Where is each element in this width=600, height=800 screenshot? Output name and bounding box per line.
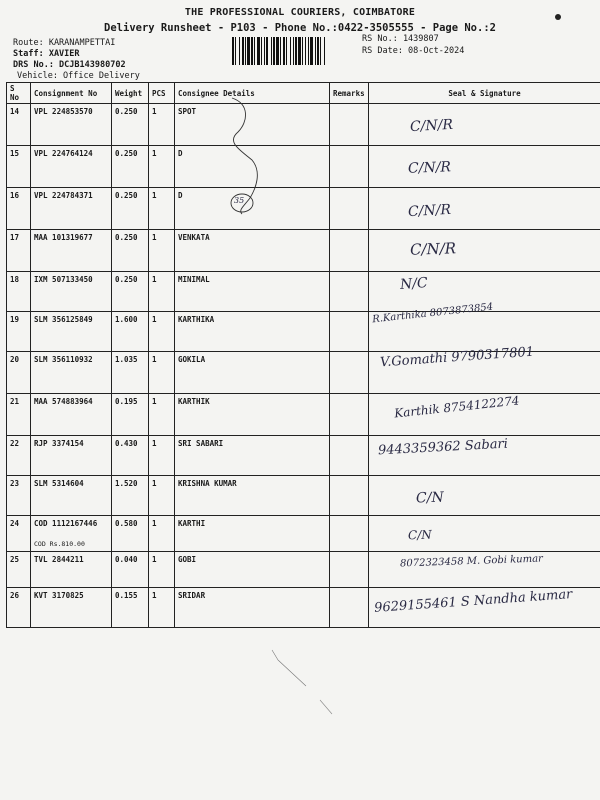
row-weight-text: 0.250 bbox=[115, 275, 138, 284]
row-consignee-text: D bbox=[178, 149, 183, 158]
row-weight-text: 0.195 bbox=[115, 397, 138, 406]
row-pcs-text: 1 bbox=[152, 355, 157, 364]
row-sno-text: 20 bbox=[10, 355, 20, 364]
row-pcs-text: 1 bbox=[152, 479, 157, 488]
row-weight-text: 1.035 bbox=[115, 355, 138, 364]
row-sno-text: 21 bbox=[10, 397, 20, 406]
handwritten-signature: C/N/R bbox=[409, 239, 457, 259]
handwritten-signature: 8072323458 M. Gobi kumar bbox=[399, 553, 544, 570]
circled-number: 35 bbox=[234, 196, 245, 205]
row-pcs-text: 1 bbox=[152, 233, 157, 242]
row-consignee-text: SRI SABARI bbox=[178, 439, 224, 448]
row-weight-text: 1.520 bbox=[115, 479, 138, 488]
row-weight-text: 0.580 bbox=[115, 519, 138, 528]
row-consignee-text: KARTHI bbox=[178, 519, 206, 528]
row-sno-text: 15 bbox=[10, 149, 20, 158]
row-weight-text: 1.600 bbox=[115, 315, 138, 324]
col-consignment: Consignment No bbox=[31, 83, 112, 104]
row-weight-text: 0.250 bbox=[115, 233, 138, 242]
row-consignment-text: TVL 2844211 bbox=[34, 555, 84, 564]
row-weight-text: 0.250 bbox=[115, 191, 138, 200]
row-consignment-text: SLM 356110932 bbox=[34, 355, 93, 364]
row-sno-text: 23 bbox=[10, 479, 20, 488]
company-title: THE PROFESSIONAL COURIERS, COIMBATORE bbox=[184, 7, 416, 18]
handwritten-signature: C/N/R bbox=[407, 159, 452, 177]
row-consignee-text: KRISHNA KUMAR bbox=[178, 479, 237, 488]
row-sno-text: 24 bbox=[10, 519, 20, 528]
row-pcs-text: 1 bbox=[152, 555, 157, 564]
row-consignment-text: KVT 3170825 bbox=[34, 591, 84, 600]
row-consignee-text: SRIDAR bbox=[178, 591, 206, 600]
row-consignee-text: KARTHIKA bbox=[178, 315, 215, 324]
row-sno-text: 26 bbox=[10, 591, 20, 600]
handwritten-signature: C/N/R bbox=[409, 116, 454, 136]
col-pcs: PCS bbox=[149, 83, 175, 104]
row-consignment-text: VPL 224764124 bbox=[34, 149, 93, 158]
row-pcs-text: 1 bbox=[152, 191, 157, 200]
row-sno-text: 25 bbox=[10, 555, 20, 564]
cod-amount: COD Rs.810.00 bbox=[34, 540, 85, 548]
row-pcs-text: 1 bbox=[152, 519, 157, 528]
staff-label: Staff: XAVIER bbox=[13, 49, 80, 59]
row-consignee-text: MINIMAL bbox=[178, 275, 210, 284]
col-sno: S No bbox=[7, 83, 31, 104]
row-consignment-text: VPL 224853570 bbox=[34, 107, 93, 116]
row-consignee-text: GOKILA bbox=[178, 355, 206, 364]
row-sno-text: 17 bbox=[10, 233, 20, 242]
handwritten-signature: C/N bbox=[415, 489, 444, 507]
row-pcs-text: 1 bbox=[152, 397, 157, 406]
row-consignee-text: VENKATA bbox=[178, 233, 210, 242]
row-sno-text: 14 bbox=[10, 107, 20, 116]
row-pcs-text: 1 bbox=[152, 107, 157, 116]
row-sno-text: 18 bbox=[10, 275, 20, 284]
row-consignment-text: RJP 3374154 bbox=[34, 439, 84, 448]
row-weight-text: 0.430 bbox=[115, 439, 138, 448]
col-signature: Seal & Signature bbox=[369, 83, 600, 104]
row-consignee-text: SPOT bbox=[178, 107, 197, 116]
row-weight-text: 0.040 bbox=[115, 555, 138, 564]
handwritten-signature: R.Karthika 8073873854 bbox=[371, 301, 494, 326]
handwritten-signature: C/N bbox=[407, 527, 432, 543]
row-consignment-text: MAA 101319677 bbox=[34, 233, 93, 242]
rs-date: RS Date: 08-Oct-2024 bbox=[362, 46, 465, 56]
handwritten-signature: Karthik 8754122274 bbox=[393, 393, 521, 421]
col-weight: Weight bbox=[112, 83, 149, 104]
row-consignment-text: VPL 224784371 bbox=[34, 191, 93, 200]
row-consignee-text: D bbox=[178, 191, 183, 200]
row-pcs-text: 1 bbox=[152, 275, 157, 284]
drs-number: DRS No.: DCJB143980702 bbox=[13, 60, 126, 70]
handwritten-signature: C/N/R bbox=[407, 201, 452, 221]
row-consignee-text: GOBI bbox=[178, 555, 197, 564]
handwritten-signature: V.Gomathi 9790317801 bbox=[379, 344, 535, 371]
handwritten-signature: 9443359362 Sabari bbox=[377, 436, 509, 459]
row-weight-text: 0.250 bbox=[115, 107, 138, 116]
route-label: Route: KARANAMPETTAI bbox=[13, 38, 116, 48]
runsheet-subtitle: Delivery Runsheet - P103 - Phone No.:0422-3505555 - Page No.:2 bbox=[104, 22, 496, 34]
row-consignment-text: SLM 356125849 bbox=[34, 315, 93, 324]
row-consignment-text: COD 1112167446 bbox=[34, 519, 98, 528]
rs-number: RS No.: 1439807 bbox=[362, 34, 439, 44]
row-sno-text: 19 bbox=[10, 315, 20, 324]
col-consignee: Consignee Details bbox=[175, 83, 330, 104]
row-weight-text: 0.250 bbox=[115, 149, 138, 158]
row-pcs-text: 1 bbox=[152, 315, 157, 324]
row-pcs-text: 1 bbox=[152, 149, 157, 158]
stray-mark bbox=[272, 650, 306, 686]
row-consignment-text: IXM 507133450 bbox=[34, 275, 93, 284]
row-sno-text: 16 bbox=[10, 191, 20, 200]
row-consignee-text: KARTHIK bbox=[178, 397, 210, 406]
row-sno-text: 22 bbox=[10, 439, 20, 448]
row-pcs-text: 1 bbox=[152, 591, 157, 600]
row-pcs-text: 1 bbox=[152, 439, 157, 448]
col-remarks: Remarks bbox=[330, 83, 369, 104]
row-consignment-text: MAA 574883964 bbox=[34, 397, 93, 406]
vehicle-label: Vehicle: Office Delivery bbox=[17, 71, 140, 81]
handwritten-signature: N/C bbox=[399, 275, 429, 293]
row-consignment-text: SLM 5314604 bbox=[34, 479, 84, 488]
stray-mark bbox=[320, 700, 332, 714]
handwritten-signature: 9629155461 S Nandha kumar bbox=[373, 587, 573, 616]
row-weight-text: 0.155 bbox=[115, 591, 138, 600]
